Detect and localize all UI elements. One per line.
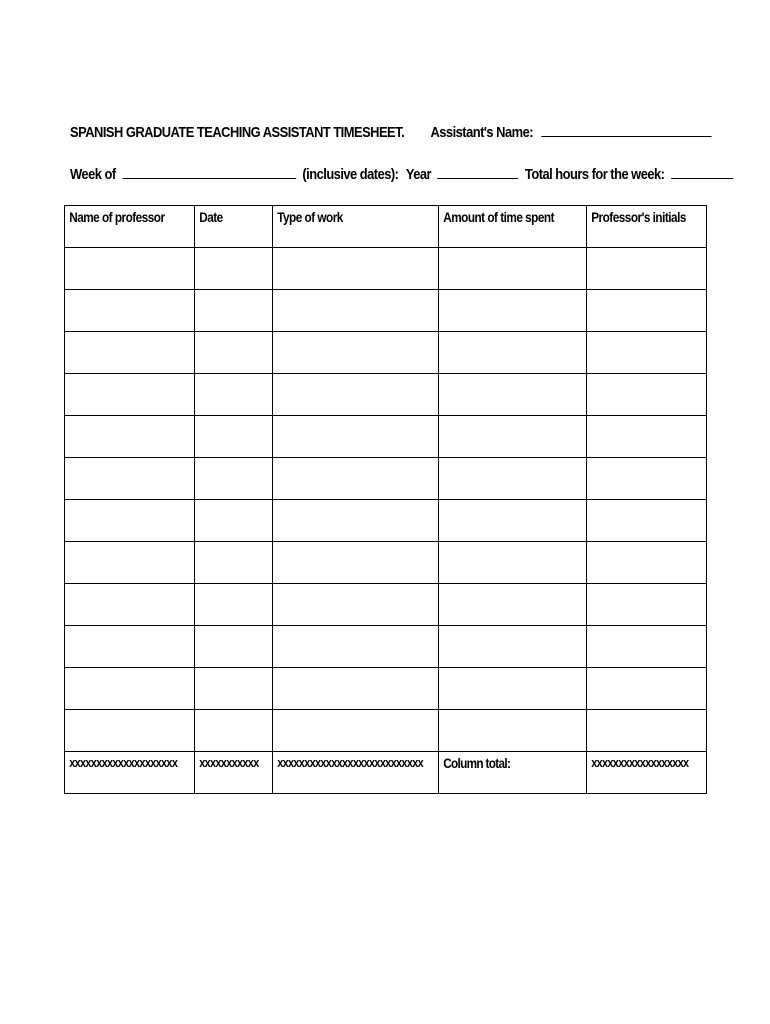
cell-initials[interactable] [587,248,707,290]
footer-cell-initials: xxxxxxxxxxxxxxxxxx [587,752,707,794]
year-field[interactable] [438,166,519,179]
table-row [65,332,707,374]
cell-professor[interactable] [65,416,195,458]
column-header-date: Date [195,206,273,248]
cell-date[interactable] [195,374,273,416]
cell-date[interactable] [195,626,273,668]
cell-date[interactable] [195,668,273,710]
cell-time-spent[interactable] [439,374,587,416]
table-row [65,584,707,626]
cell-time-spent[interactable] [439,458,587,500]
cell-date[interactable] [195,542,273,584]
footer-cell-professor: xxxxxxxxxxxxxxxxxxxx [65,752,195,794]
cell-type-of-work[interactable] [273,332,439,374]
cell-professor[interactable] [65,710,195,752]
cell-professor[interactable] [65,668,195,710]
cell-professor[interactable] [65,626,195,668]
cell-time-spent[interactable] [439,542,587,584]
cell-initials[interactable] [587,332,707,374]
cell-time-spent[interactable] [439,248,587,290]
footer-cell-date: xxxxxxxxxxx [195,752,273,794]
cell-time-spent[interactable] [439,626,587,668]
total-hours-label: Total hours for the week: [524,166,665,183]
cell-date[interactable] [195,332,273,374]
cell-date[interactable] [195,710,273,752]
table-row [65,542,707,584]
cell-type-of-work[interactable] [273,500,439,542]
cell-initials[interactable] [587,458,707,500]
cell-type-of-work[interactable] [273,458,439,500]
cell-type-of-work[interactable] [273,626,439,668]
cell-initials[interactable] [587,668,707,710]
week-of-field[interactable] [122,166,296,179]
table-row [65,668,707,710]
cell-time-spent[interactable] [439,290,587,332]
cell-type-of-work[interactable] [273,416,439,458]
table-row [65,500,707,542]
week-info-line [70,166,733,183]
table-footer-row [65,752,707,794]
year-label: Year [405,166,432,183]
cell-time-spent[interactable] [439,668,587,710]
column-header-time-spent: Amount of time spent [439,206,587,248]
cell-time-spent[interactable] [439,500,587,542]
inclusive-dates-label: (inclusive dates): [302,166,399,183]
cell-date[interactable] [195,500,273,542]
cell-time-spent[interactable] [439,416,587,458]
assistant-name-label: Assistant's Name: [430,124,534,141]
cell-initials[interactable] [587,626,707,668]
cell-date[interactable] [195,248,273,290]
week-of-label: Week of [70,166,116,183]
table-row [65,626,707,668]
cell-type-of-work[interactable] [273,710,439,752]
cell-initials[interactable] [587,374,707,416]
cell-type-of-work[interactable] [273,290,439,332]
cell-professor[interactable] [65,332,195,374]
cell-initials[interactable] [587,416,707,458]
cell-time-spent[interactable] [439,332,587,374]
cell-professor[interactable] [65,248,195,290]
cell-initials[interactable] [587,584,707,626]
cell-initials[interactable] [587,542,707,584]
table-row [65,374,707,416]
cell-initials[interactable] [587,500,707,542]
cell-initials[interactable] [587,290,707,332]
cell-professor[interactable] [65,458,195,500]
cell-type-of-work[interactable] [273,668,439,710]
cell-date[interactable] [195,290,273,332]
cell-professor[interactable] [65,290,195,332]
cell-professor[interactable] [65,374,195,416]
cell-initials[interactable] [587,710,707,752]
table-row [65,416,707,458]
column-header-initials: Professor's initials [587,206,707,248]
cell-time-spent[interactable] [439,584,587,626]
cell-type-of-work[interactable] [273,584,439,626]
cell-professor[interactable] [65,500,195,542]
timesheet-table [64,205,707,794]
total-hours-field[interactable] [671,166,733,179]
cell-date[interactable] [195,416,273,458]
table-row [65,248,707,290]
footer-cell-column-total: Column total: [439,752,587,794]
timesheet-header [70,124,629,141]
cell-date[interactable] [195,584,273,626]
cell-professor[interactable] [65,584,195,626]
cell-type-of-work[interactable] [273,542,439,584]
assistant-name-field[interactable] [541,124,711,137]
cell-professor[interactable] [65,542,195,584]
table-header-row [65,206,707,248]
table-row [65,710,707,752]
table-row [65,290,707,332]
cell-date[interactable] [195,458,273,500]
table-body [65,248,707,752]
cell-type-of-work[interactable] [273,248,439,290]
cell-type-of-work[interactable] [273,374,439,416]
column-header-type-of-work: Type of work [273,206,439,248]
footer-cell-type-of-work: xxxxxxxxxxxxxxxxxxxxxxxxxxx [273,752,439,794]
table-row [65,458,707,500]
cell-time-spent[interactable] [439,710,587,752]
column-header-professor: Name of professor [65,206,195,248]
page-title: SPANISH GRADUATE TEACHING ASSISTANT TIMESHEET. [70,124,405,141]
